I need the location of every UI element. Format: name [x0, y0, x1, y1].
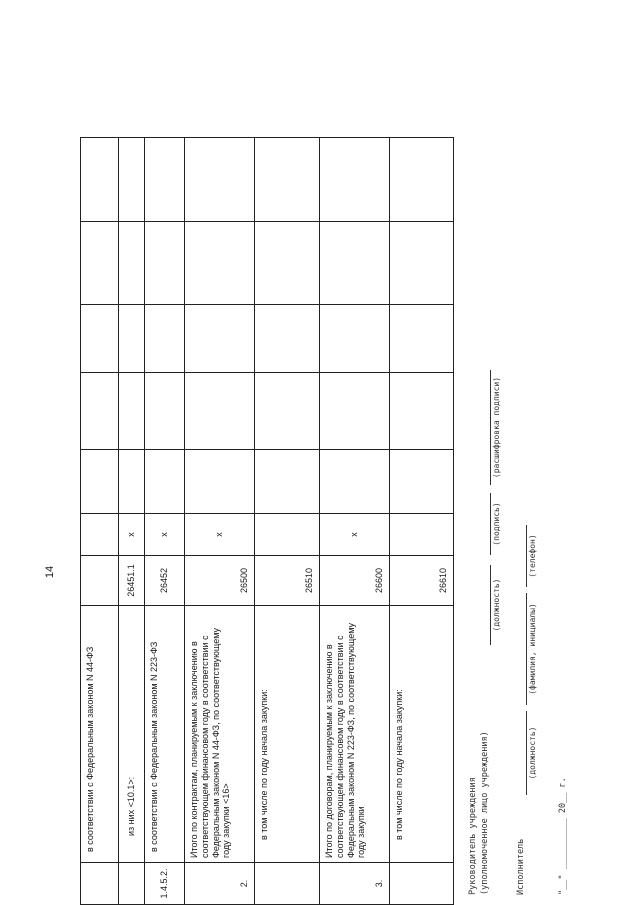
value-cell [119, 373, 145, 450]
value-cell [390, 305, 454, 373]
row-x-mark [390, 514, 454, 556]
value-cell [119, 450, 145, 514]
value-cell [185, 373, 255, 450]
value-cell [145, 222, 185, 305]
row-description: в соответствии с Федеральным законом N 223-ФЗ [145, 606, 185, 863]
value-cell [81, 373, 119, 450]
row-description: из них <10.1>: [119, 606, 145, 863]
value-cell [119, 222, 145, 305]
row-x-mark: x [145, 514, 185, 556]
value-cell [255, 305, 320, 373]
value-cell [81, 450, 119, 514]
row-x-mark: x [185, 514, 255, 556]
value-cell [119, 305, 145, 373]
row-x-mark: x [320, 514, 390, 556]
value-cell [390, 373, 454, 450]
row-code: 26451.1 [119, 556, 145, 606]
table-row [185, 138, 255, 905]
value-cell [320, 222, 390, 305]
head-title-line2: (уполномоченное лицо учреждения) [480, 731, 490, 895]
value-cell [255, 138, 320, 222]
value-cell [81, 222, 119, 305]
row-number: 1.4.5.2. [145, 863, 185, 905]
row-number [119, 863, 145, 905]
table-row [145, 138, 185, 905]
rotated-page [80, 80, 640, 905]
table-row [390, 138, 454, 905]
row-description: Итого по контрактам, планируемым к заключению в соответствующем финансовом году в соответствии с Федеральным законом N 44-ФЗ, по соответствующему году закупки <16> [185, 606, 255, 863]
row-code [81, 556, 119, 606]
value-cell [119, 138, 145, 222]
value-cell [81, 138, 119, 222]
row-code: 26600 [320, 556, 390, 606]
table-row [119, 138, 145, 905]
row-description: Итого по договорам, планируемым к заключению в соответствующем финансовом году в соответствии с Федеральным законом N 223-ФЗ, по соответствующему году закупки [320, 606, 390, 863]
value-cell [185, 138, 255, 222]
signature-caption: (подпись) [490, 493, 501, 555]
value-cell [145, 138, 185, 222]
date-line: "__" __________ 20__ г. [558, 777, 568, 895]
value-cell [255, 222, 320, 305]
head-title-line1: Руководитель учреждения [468, 777, 478, 895]
row-code: 26510 [255, 556, 320, 606]
value-cell [145, 305, 185, 373]
value-cell [390, 222, 454, 305]
row-code: 26610 [390, 556, 454, 606]
row-number [255, 863, 320, 905]
value-cell [390, 138, 454, 222]
table-row [320, 138, 390, 905]
executor-label: Исполнитель [516, 838, 526, 895]
procurement-table [80, 137, 454, 905]
row-description: в соответствии с Федеральным законом N 44-ФЗ [81, 606, 119, 863]
executor-name-caption: (фамилия, инициалы) [526, 593, 537, 705]
page-number: 14 [44, 565, 56, 579]
row-x-mark [255, 514, 320, 556]
executor-phone-caption: (телефон) [526, 525, 537, 587]
table-row [255, 138, 320, 905]
value-cell [145, 373, 185, 450]
value-cell [185, 450, 255, 514]
position-caption: (должность) [490, 565, 501, 645]
row-number: 3. [320, 863, 390, 905]
value-cell [320, 138, 390, 222]
split-value-cell [390, 450, 454, 514]
value-cell [320, 305, 390, 373]
value-cell [81, 305, 119, 373]
row-number [81, 863, 119, 905]
value-cell [255, 373, 320, 450]
row-x-mark [81, 514, 119, 556]
row-number: 2. [185, 863, 255, 905]
value-cell [320, 373, 390, 450]
executor-position-caption: (должность) [526, 711, 537, 795]
value-cell [185, 222, 255, 305]
value-cell [185, 305, 255, 373]
row-description: в том числе по году начала закупки: [390, 606, 454, 863]
row-code: 26452 [145, 556, 185, 606]
value-cell [145, 450, 185, 514]
row-code: 26500 [185, 556, 255, 606]
decode-caption: (расшифровка подписи) [490, 370, 501, 485]
row-description: в том числе по году начала закупки: [255, 606, 320, 863]
split-value-cell [255, 450, 320, 514]
row-x-mark: x [119, 514, 145, 556]
value-cell [320, 450, 390, 514]
row-number [390, 863, 454, 905]
table-row [81, 138, 119, 905]
